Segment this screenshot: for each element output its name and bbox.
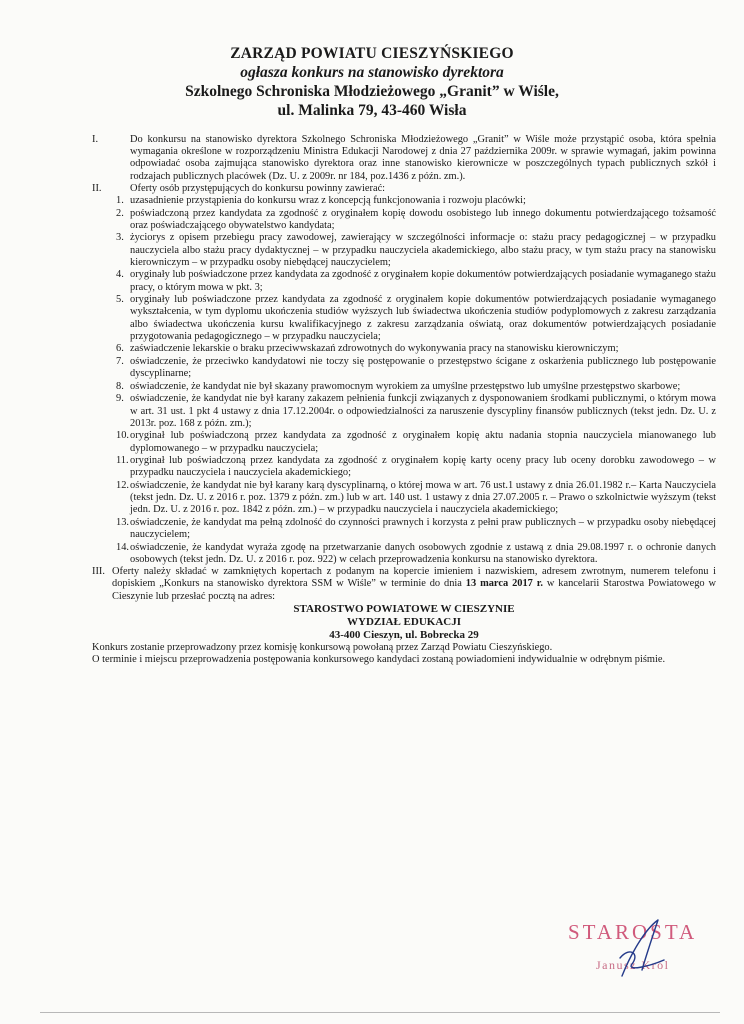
- item-text: oryginał lub poświadczoną przez kandydata za zgodność z oryginałem kopię karty oceny pracy lub oceny dorobku zawodowego – w przypadku nauczyciela i nauczyciela akademickiego;: [130, 455, 716, 479]
- list-item: [92, 542, 716, 566]
- item-number: 14.: [116, 541, 129, 553]
- submission-instructions: Oferty należy składać w zamkniętych kopertach z podanym na kopercie imieniem i nazwiskiem, adresem zwrotnym, numerem telefonu i dopiskiem „Konkurs na stanowisko dyrektora SSM w Wiśle” w terminie do dnia: [112, 566, 716, 590]
- list-item: [92, 269, 716, 293]
- list-item: [92, 480, 716, 517]
- document-header: [0, 44, 744, 120]
- item-text: zaświadczenie lekarskie o braku przeciwwskazań zdrowotnych do wykonywania pracy na stanowisku kierowniczym;: [130, 343, 619, 355]
- submission-location: w kancelarii Starostwa Powiatowego w Cieszynie lub przesłać pocztą na adres:: [112, 578, 716, 602]
- page-edge-line: [40, 1012, 720, 1013]
- deadline-date: 13 marca 2017 r.: [465, 578, 543, 590]
- notification-note: O terminie i miejscu przeprowadzenia postępowania konkursowego kandydaci zostaną powiadomieni indywidualnie w odrębnym piśmie.: [92, 654, 666, 665]
- item-number: 5.: [116, 294, 124, 306]
- institution-address: ul. Malinka 79, 43-460 Wisła: [277, 102, 467, 119]
- list-item: [92, 455, 716, 479]
- list-item: [92, 356, 716, 380]
- item-text: uzasadnienie przystąpienia do konkursu wraz z koncepcją funkcjonowania i rozwoju placówki;: [130, 195, 526, 207]
- address-department: WYDZIAŁ EDUKACJI: [347, 615, 461, 628]
- document-body: [92, 134, 716, 666]
- item-number: 12.: [116, 479, 129, 491]
- item-number: 4.: [116, 269, 124, 281]
- item-number: 1.: [116, 195, 124, 207]
- signatory-name: Janusz Król: [596, 958, 670, 972]
- item-number: 3.: [116, 232, 124, 244]
- signature-stamp: [560, 916, 720, 986]
- item-text: życiorys z opisem przebiegu pracy zawodowej, zawierający w szczególności informacje o: stażu pracy pedagogicznej – w przypadku nauczyciela albo stażu pracy dydaktycznej – w przypadku nauczyciela akademickiego, albo stażu pracy, w tym stażu pracy na stanowisku kierowniczym – w przypadku osoby niebędącej nauczycielem;: [130, 232, 716, 268]
- item-number: 2.: [116, 207, 124, 219]
- item-text: oświadczenie, że kandydat nie był karany zakazem pełnienia funkcji związanych z dysponowaniem środkami publicznymi, o którym mowa w art. 31 ust. 1 pkt 4 ustawy z dnia 17.12.2004r. o odpowiedzialności za naruszenie dyscypliny finansów publicznych (tekst jedn. Dz. U. z 2013r. poz. 168 z późn. zm.);: [130, 393, 716, 429]
- list-item: [92, 517, 716, 541]
- list-item: [92, 208, 716, 232]
- item-text: oświadczenie, że kandydat nie był skazany prawomocnym wyrokiem za umyślne przestępstwo lub umyślne przestępstwo skarbowe;: [130, 380, 681, 392]
- section-number: II.: [92, 182, 102, 194]
- section-text: Do konkursu na stanowisko dyrektora Szkolnego Schroniska Młodzieżowego „Granit” w Wiśle może przystąpić osoba, która spełnia wymagania określone w rozporządzeniu Ministra Edukacji Narodowej z dnia 27 października 2009r. w sprawie wymagań, jakim powinna odpowiadać osoba zajmująca stanowisko dyrektora oraz inne stanowisko kierownicze w poszczególnych typach publicznych szkół i rodzajach publicznych placówek (Dz. U. z 2009r. nr 184, poz.1436 z późn. zm.).: [130, 134, 716, 182]
- list-item: [92, 393, 716, 430]
- issuer-title: ZARZĄD POWIATU CIESZYŃSKIEGO: [230, 45, 514, 62]
- item-text: poświadczoną przez kandydata za zgodność z oryginałem kopię dowodu osobistego lub innego dokumentu potwierdzającego tożsamość oraz poświadczającego obywatelstwo kandydata;: [130, 207, 716, 231]
- item-text: oświadczenie, że kandydat nie był karany karą dyscyplinarną, o której mowa w art. 76 ust.1 ustawy z dnia 26.01.1982 r.– Karta Nauczyciela (tekst jedn. Dz. U. z 2016 r. poz. 1379 z późn. zm.) lub w art. 140 ust. 1 ustawy z dnia 27.07.2005 r. – Prawo o szkolnictwie wyższym (tekst jedn. Dz. U. z 2016 r. poz. 1842 z późn. zm.) – w przypadku nauczyciela i nauczyciela akademickiego;: [130, 479, 716, 516]
- list-item: [92, 430, 716, 454]
- item-number: 8.: [116, 380, 124, 392]
- section-3: [92, 566, 716, 603]
- address-office: STAROSTWO POWIATOWE W CIESZYNIE: [293, 602, 515, 615]
- list-item: [92, 294, 716, 343]
- section-1: [92, 134, 716, 183]
- item-number: 10.: [116, 430, 129, 442]
- item-number: 7.: [116, 356, 124, 367]
- mailing-address: [92, 603, 716, 642]
- item-text: oświadczenie, że przeciwko kandydatowi nie toczy się postępowanie o przestępstwo ścigane z oskarżenia publicznego lub postępowanie dyscyplinarne;: [130, 356, 716, 380]
- section-2: [92, 183, 716, 195]
- item-text: oryginały lub poświadczone przez kandydata za zgodność z oryginałem kopie dokumentów potwierdzających posiadanie wymaganego stażu pracy, o którym mowa w pkt. 3;: [130, 269, 716, 293]
- item-text: oryginał lub poświadczoną przez kandydata za zgodność z oryginałem kopię aktu nadania stopnia nauczyciela mianowanego lub dyplomowanego – w przypadku nauczyciela;: [130, 430, 716, 454]
- stamp-title: STAROSTA: [568, 920, 698, 944]
- item-number: 11.: [116, 455, 129, 467]
- section-intro: Oferty osób przystępujących do konkursu powinny zawierać:: [130, 182, 386, 194]
- item-number: 9.: [116, 393, 124, 405]
- requirements-list: [92, 195, 716, 566]
- list-item: [92, 195, 716, 207]
- list-item: [92, 343, 716, 355]
- section-text: [112, 566, 716, 603]
- closing-notes: [92, 642, 716, 666]
- item-text: oświadczenie, że kandydat ma pełną zdolność do czynności prawnych i korzysta z pełni praw publicznych – w przypadku osoby niebędącej nauczycielem;: [130, 516, 716, 541]
- section-number: III.: [92, 566, 105, 578]
- list-item: [92, 381, 716, 393]
- announcement-subtitle: ogłasza konkurs na stanowisko dyrektora: [240, 64, 504, 81]
- address-street: 43-400 Cieszyn, ul. Bobrecka 29: [329, 628, 479, 641]
- section-number: I.: [92, 134, 99, 145]
- handwritten-signature: [560, 916, 720, 986]
- item-text: oświadczenie, że kandydat wyraża zgodę na przetwarzanie danych osobowych zgodnie z ustawą z dnia 29.08.1997 r. o ochronie danych osobowych (tekst jedn. Dz. U. z 2016 r. poz. 922) w celach przeprowadzenia konkursu na stanowisko dyrektora.: [130, 541, 716, 565]
- list-item: [92, 232, 716, 269]
- item-number: 13.: [116, 516, 129, 528]
- item-text: oryginały lub poświadczone przez kandydata za zgodność z oryginałem kopie dokumentów potwierdzających posiadanie wymaganego wykształcenia, w tym dyplomu ukończenia studiów wyższych lub świadectwa ukończenia studiów podyplomowych z zakresu zarządzania albo świadectwa ukończenia kursu kwalifikacyjnego z zakresu zarządzania oświatą, oraz dokumentów potwierdzających posiadanie przygotowania pedagogicznego – w przypadku nauczyciela;: [130, 294, 716, 342]
- institution-name: Szkolnego Schroniska Młodzieżowego „Granit” w Wiśle,: [185, 83, 559, 100]
- committee-note: Konkurs zostanie przeprowadzony przez komisję konkursową powołaną przez Zarząd Powiatu Cieszyńskiego.: [92, 641, 553, 653]
- item-number: 6.: [116, 343, 124, 355]
